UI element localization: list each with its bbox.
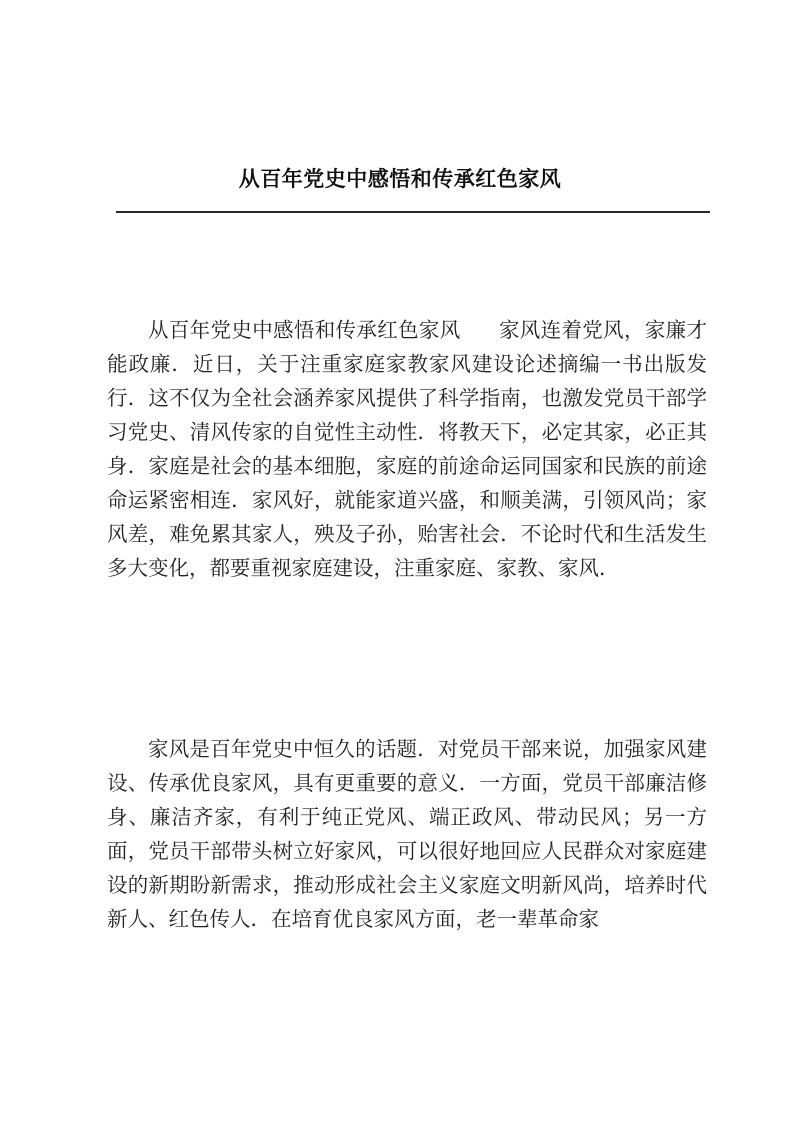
paragraph-2: [107, 732, 707, 936]
paragraph-1-lead: 从百年党史中感悟和传承红色家风: [148, 318, 461, 342]
title-underline: [116, 211, 710, 213]
paragraph-2-text: 家风是百年党史中恒久的话题．对党员干部来说，加强家风建设、传承优良家风，具有更重要的意义．一方面，党员干部廉洁修身、廉洁齐家，有利于纯正党风、端正政风、带动民风；另一方面，党员干部带头树立好家风，可以很好地回应人民群众对家庭建设的新期盼新需求，推动形成社会主义家庭文明新风尚，培养时代新人、红色传人．在培育优良家风方面，老一辈革命家: [107, 737, 707, 931]
document-title: 从百年党史中感悟和传承红色家风: [238, 166, 562, 191]
paragraph-1: [107, 313, 707, 585]
paragraph-1-text: 家风连着党风，家廉才能政廉．近日，关于注重家庭家教家风建设论述摘编一书出版发行．这不仅为全社会涵养家风提供了科学指南，也激发党员干部学习党史、清风传家的自觉性主动性．将教天下，必定其家，必正其身．家庭是社会的基本细胞，家庭的前途命运同国家和民族的前途命运紧密相连．家风好，就能家道兴盛，和顺美满，引领风尚；家风差，难免累其家人，殃及子孙，贻害社会．不论时代和生活发生多大变化，都要重视家庭建设，注重家庭、家教、家风．: [107, 318, 708, 580]
